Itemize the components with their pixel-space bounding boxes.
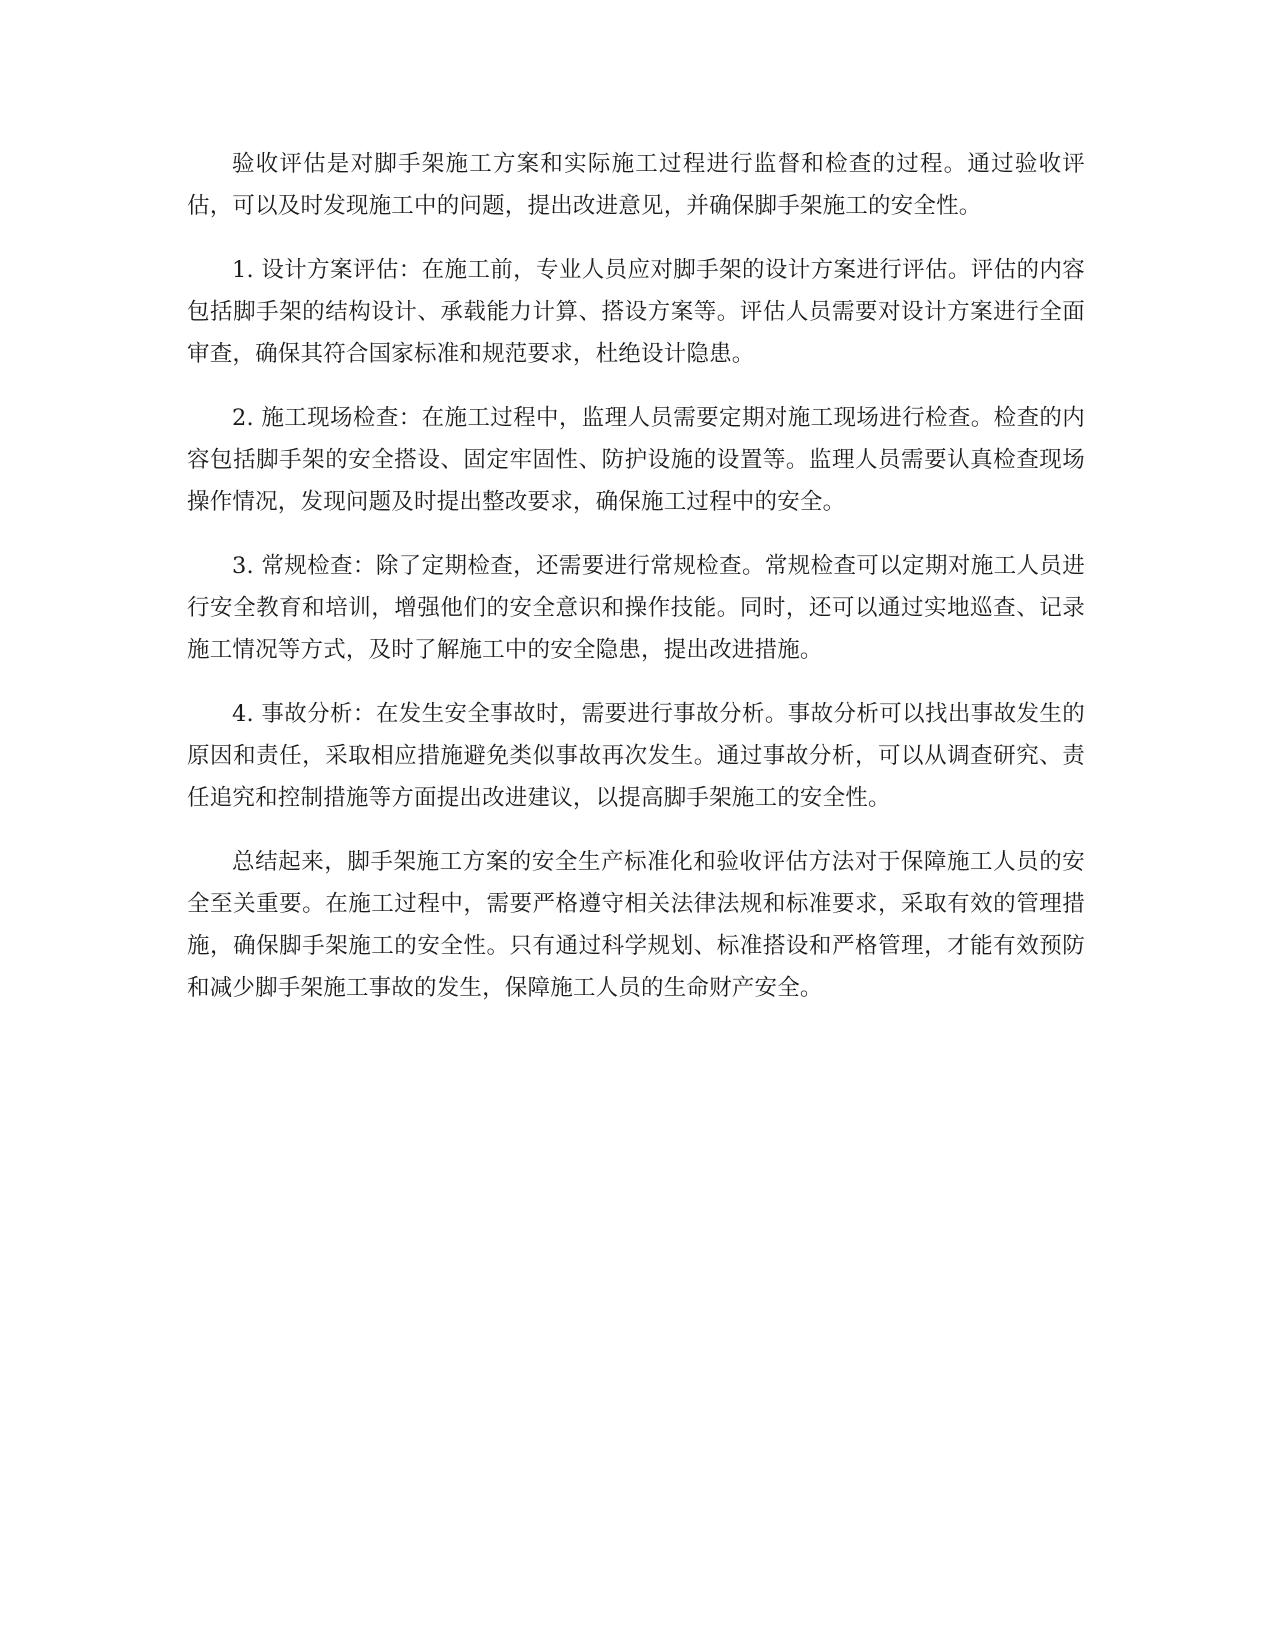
paragraph-intro: 验收评估是对脚手架施工方案和实际施工过程进行监督和检查的过程。通过验收评估，可以及时发现施工中的问题，提出改进意见，并确保脚手架施工的安全性。 — [187, 151, 1085, 219]
paragraph-design-evaluation: 1. 设计方案评估：在施工前，专业人员应对脚手架的设计方案进行评估。评估的内容包括脚手架的结构设计、承载能力计算、搭设方案等。评估人员需要对设计方案进行全面审查，确保其符合国家标准和规范要求，杜绝设计隐患。 — [187, 257, 1085, 367]
paragraph-routine-inspection: 3. 常规检查：除了定期检查，还需要进行常规检查。常规检查可以定期对施工人员进行安全教育和培训，增强他们的安全意识和操作技能。同时，还可以通过实地巡查、记录施工情况等方式，及时了解施工中的安全隐患，提出改进措施。 — [187, 553, 1085, 663]
paragraph-summary: 总结起来，脚手架施工方案的安全生产标准化和验收评估方法对于保障施工人员的安全至关重要。在施工过程中，需要严格遵守相关法律法规和标准要求，采取有效的管理措施，确保脚手架施工的安全性。只有通过科学规划、标准搭设和严格管理，才能有效预防和减少脚手架施工事故的发生，保障施工人员的生命财产安全。 — [187, 849, 1085, 1001]
paragraph-site-inspection: 2. 施工现场检查：在施工过程中，监理人员需要定期对施工现场进行检查。检查的内容包括脚手架的安全搭设、固定牢固性、防护设施的设置等。监理人员需要认真检查现场操作情况，发现问题及时提出整改要求，确保施工过程中的安全。 — [187, 405, 1085, 515]
document-body — [187, 143, 1085, 1031]
paragraph-accident-analysis: 4. 事故分析：在发生安全事故时，需要进行事故分析。事故分析可以找出事故发生的原因和责任，采取相应措施避免类似事故再次发生。通过事故分析，可以从调查研究、责任追究和控制措施等方面提出改进建议，以提高脚手架施工的安全性。 — [187, 701, 1085, 811]
